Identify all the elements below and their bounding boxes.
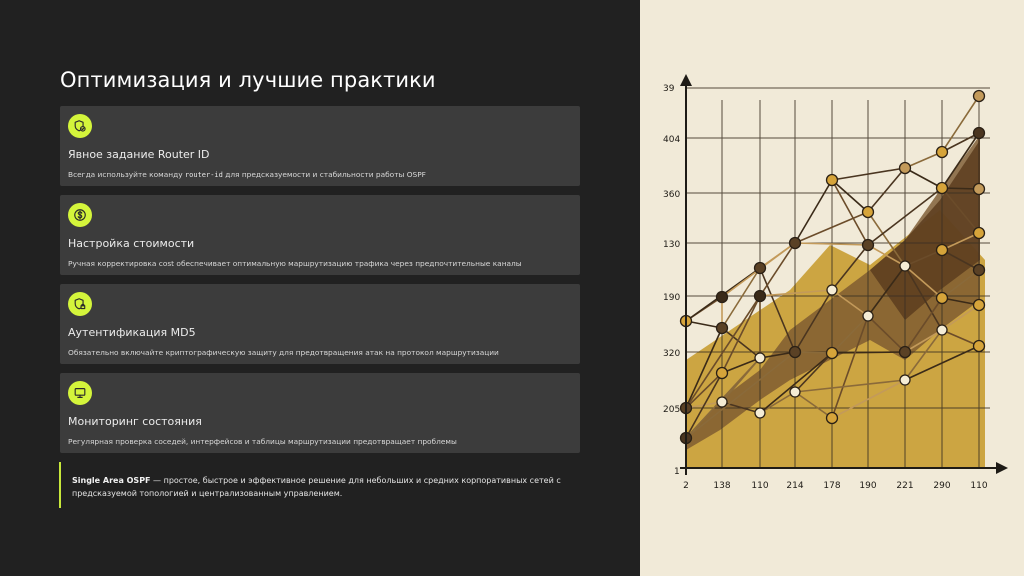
graph-node (755, 263, 766, 274)
graph-node (827, 285, 837, 295)
card-description: Регулярная проверка соседей, интерфейсов и таблицы маршрутизации предотвращает проблемы (68, 437, 457, 446)
x-axis-arrow-icon (996, 462, 1008, 474)
dollar-coin-icon (68, 203, 92, 227)
graph-node (827, 348, 838, 359)
graph-node (937, 183, 948, 194)
x-tick-label: 110 (751, 481, 769, 491)
card-description: Всегда используйте команду router-id для предсказуемости и стабильности работы OSPF (68, 170, 426, 179)
graph-node (863, 240, 874, 251)
y-tick-label: 190 (663, 293, 681, 303)
graph-edge (905, 168, 942, 188)
card-md5-auth (60, 284, 580, 364)
x-tick-label: 190 (859, 481, 877, 491)
graph-node (717, 292, 728, 303)
graph-node (790, 347, 801, 358)
graph-node (790, 387, 800, 397)
card-description: Ручная корректировка cost обеспечивает оптимальную маршрутизацию трафика через предпочтительные каналы (68, 259, 522, 268)
graph-node (900, 261, 910, 271)
x-tick-label: 221 (896, 481, 914, 491)
graph-node (974, 228, 985, 239)
router-id-code: router-id (184, 171, 223, 179)
graph-node (974, 341, 985, 352)
page-title: Оптимизация и лучшие практики (60, 68, 436, 92)
graph-edge (795, 180, 832, 243)
graph-node (974, 265, 985, 276)
card-title: Мониторинг состояния (68, 415, 202, 428)
graph-node (974, 91, 985, 102)
graph-node (755, 353, 765, 363)
x-tick-label: 290 (933, 481, 951, 491)
y-tick-label: 360 (663, 190, 681, 200)
graph-edge (832, 352, 905, 353)
card-monitoring (60, 373, 580, 453)
card-cost (60, 195, 580, 275)
graph-node (717, 323, 728, 334)
graph-edge (868, 168, 905, 212)
card-title: Настройка стоимости (68, 237, 195, 250)
graph-node (755, 291, 766, 302)
summary-note (59, 462, 591, 508)
graph-node (827, 175, 838, 186)
summary-text: Single Area OSPF — простое, быстрое и эффективное решение для небольших и средних корпоративных сетей с предсказуемой топологией и централизованным управлением. (72, 476, 561, 498)
x-tick-label: 110 (970, 481, 988, 491)
summary-highlight: Single Area OSPF (72, 476, 151, 485)
graph-node (974, 300, 985, 311)
graph-node (755, 408, 765, 418)
graph-node (900, 375, 910, 385)
illustration-x-labels (683, 481, 988, 491)
x-tick-label: 2 (683, 481, 689, 491)
shield-check-icon (68, 114, 92, 138)
monitor-icon (68, 381, 92, 405)
graph-node (974, 128, 985, 139)
x-tick-label: 178 (823, 481, 841, 491)
graph-node (863, 311, 873, 321)
x-tick-label: 214 (786, 481, 804, 491)
graph-node (937, 147, 948, 158)
graph-node (863, 207, 874, 218)
graph-edge (832, 180, 868, 212)
graph-node (717, 397, 727, 407)
shield-lock-icon (68, 292, 92, 316)
graph-node (790, 238, 801, 249)
y-tick-label: 1 (674, 467, 680, 477)
y-tick-label: 39 (663, 84, 675, 94)
graph-node (937, 325, 947, 335)
y-axis-arrow-icon (680, 74, 692, 86)
graph-node (937, 245, 948, 256)
card-title: Явное задание Router ID (68, 148, 210, 161)
card-title: Аутентификация MD5 (68, 326, 196, 339)
network-graph-illustration (640, 0, 1024, 576)
y-tick-label: 404 (663, 135, 681, 145)
y-tick-label: 320 (663, 349, 681, 359)
illustration-svg (640, 0, 1024, 576)
graph-node (717, 368, 728, 379)
graph-node (827, 413, 838, 424)
graph-edge (942, 96, 979, 152)
x-tick-label: 138 (713, 481, 731, 491)
card-description: Обязательно включайте криптографическую защиту для предотвращения атак на протокол маршрутизации (68, 348, 499, 357)
graph-node (900, 347, 911, 358)
graph-node (974, 184, 985, 195)
card-router-id (60, 106, 580, 186)
graph-node (900, 163, 911, 174)
y-tick-label: 205 (663, 405, 681, 415)
y-tick-label: 130 (663, 240, 681, 250)
illustration-y-labels (663, 84, 680, 477)
graph-node (937, 293, 948, 304)
